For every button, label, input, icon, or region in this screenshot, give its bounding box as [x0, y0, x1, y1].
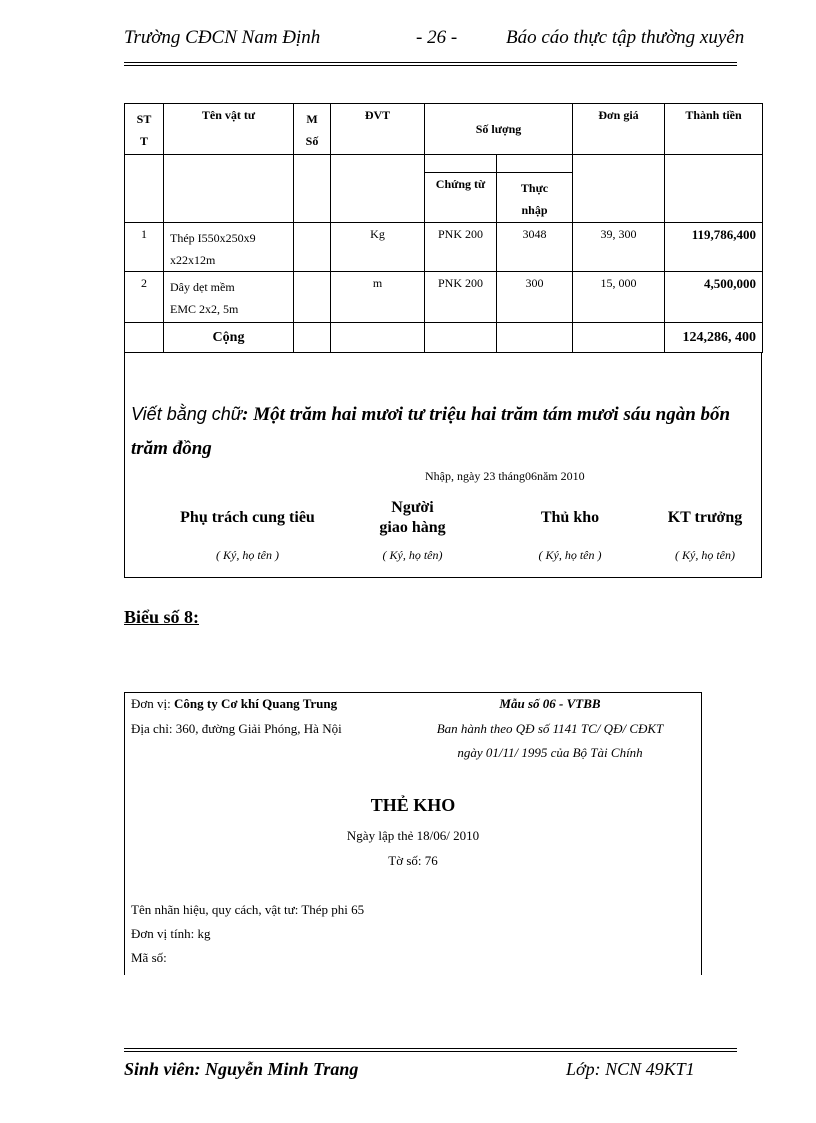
signature-chief-accountant-sub: ( Ký, họ tên) [675, 548, 735, 562]
table-row: 2 Dây dẹt mềm EMC 2x2, 5m m PNK 200 300 15, 000 4,500,000 [125, 272, 763, 323]
card-unit: Đơn vị: Công ty Cơ khí Quang Trung [131, 696, 338, 711]
words-text: : Một trăm hai mươi tư triệu hai trăm tám mươi sáu ngàn bốn [242, 404, 731, 425]
col-quantity: Số lượng [425, 104, 573, 155]
amount-in-words [131, 397, 751, 466]
footer-class: Lớp: NCN 49KT1 [566, 1059, 695, 1079]
footer-rule-top [124, 1048, 737, 1049]
receipt-date: Nhập, ngày 23 tháng06năm 2010 [425, 469, 585, 483]
card-address: Địa chỉ: 360, đường Giải Phóng, Hà Nội [131, 721, 342, 736]
header-report-title: Báo cáo thực tập thường xuyên [506, 27, 745, 48]
footer-student: Sinh viên: Nguyễn Minh Trang [124, 1059, 359, 1079]
table-total-row [125, 323, 763, 353]
signature-deliverer-sub: ( Ký, họ tên) [382, 548, 443, 562]
col-amount: Thành tiền [665, 104, 763, 155]
table-subheader-gap-row [125, 155, 763, 173]
footer-rule-bottom [124, 1051, 737, 1052]
card-sheet-number: Tờ số: 76 [388, 853, 438, 868]
signature-deliverer-title: Người giao hàng [379, 499, 446, 536]
card-item-spec: Tên nhãn hiệu, quy cách, vật tư: Thép phi 65 [131, 902, 365, 917]
card-created-date: Ngày lập thẻ 18/06/ 2010 [346, 828, 480, 843]
header-rule-top [124, 62, 737, 63]
col-name: Tên vật tư [164, 104, 294, 155]
stock-card [124, 692, 702, 975]
signature-storekeeper-sub: ( Ký, họ tên ) [538, 548, 602, 562]
total-label: Cộng [164, 323, 294, 353]
col-stt: ST T [125, 104, 164, 155]
card-title: THẺ KHO [370, 795, 456, 815]
signature-chief-accountant-title: KT trưởng [667, 509, 743, 526]
card-unit-measure: Đơn vị tính: kg [131, 926, 211, 941]
signature-purchasing-sub: ( Ký, họ tên ) [216, 548, 279, 562]
col-qty-actual: Thực nhập [497, 173, 573, 223]
col-code: M Số [294, 104, 331, 155]
card-code: Mã số: [131, 950, 167, 965]
header-rule-bottom [124, 65, 737, 66]
header-page-number: - 26 - [416, 27, 458, 48]
total-amount: 124,286, 400 [665, 323, 763, 353]
material-table [124, 103, 763, 353]
card-decree-line-2: ngày 01/11/ 1995 của Bộ Tài Chính [457, 745, 643, 760]
signature-purchasing-title: Phụ trách cung tiêu [180, 509, 315, 526]
col-unit: ĐVT [331, 104, 425, 155]
table-header-row [125, 104, 763, 155]
signature-box [124, 352, 762, 578]
header-school: Trường CĐCN Nam Định [124, 27, 321, 48]
table-row: 1 Thép I550x250x9 x22x12m Kg PNK 200 3048 39, 300 119,786,400 [125, 223, 763, 272]
card-form-number: Mẫu số 06 - VTBB [499, 696, 601, 711]
section-title: Biểu số 8: [124, 607, 200, 627]
words-text-2: trăm đồng [131, 438, 212, 459]
card-decree-line-1: Ban hành theo QĐ số 1141 TC/ QĐ/ CĐKT [436, 721, 664, 736]
col-qty-doc: Chứng từ [425, 173, 497, 223]
words-label: Viết bằng chữ [131, 404, 243, 424]
col-price: Đơn giá [573, 104, 665, 155]
signature-storekeeper-title: Thủ kho [540, 509, 600, 526]
